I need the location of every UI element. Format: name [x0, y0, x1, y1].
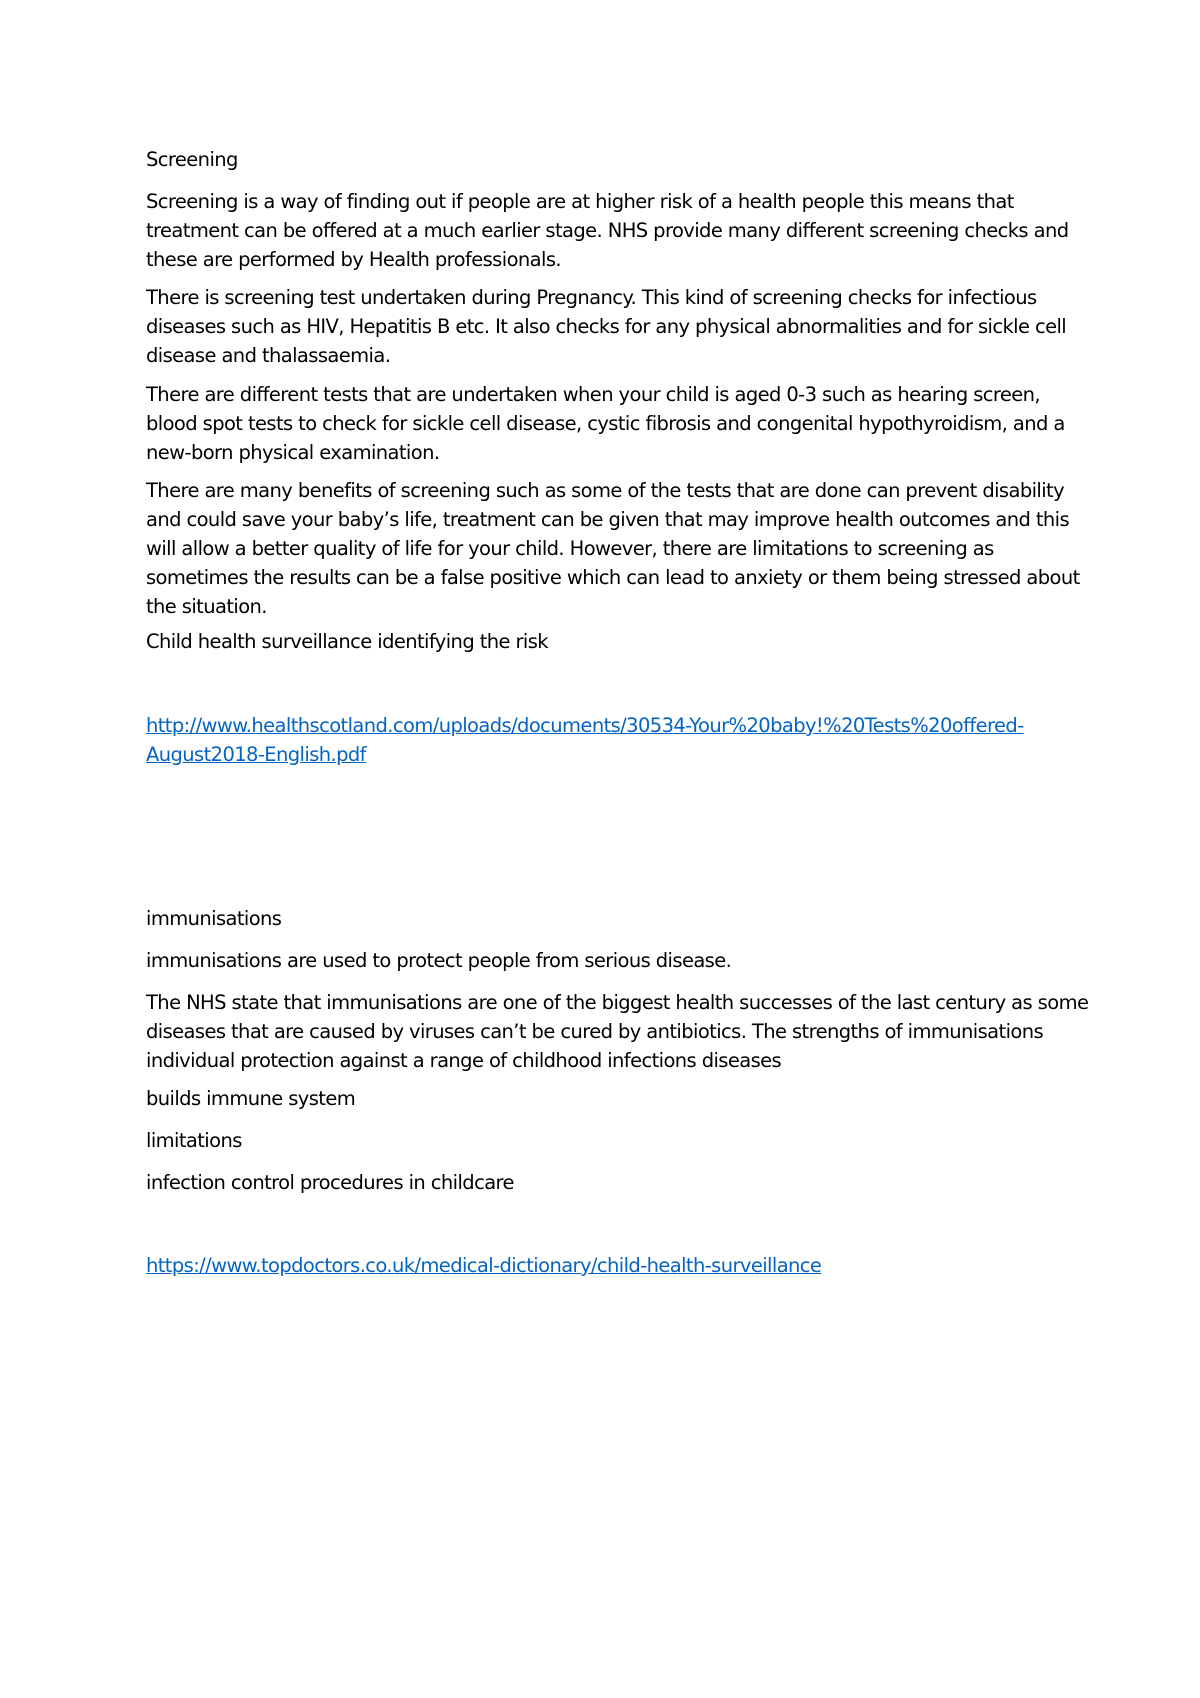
- paragraph-benefits: [146, 476, 1080, 621]
- text-line: these are performed by Health professionals.: [146, 248, 561, 271]
- text-line: diseases such as HIV, Hepatitis B etc. It also checks for any physical abnormalities and for sickle cell: [146, 315, 1067, 338]
- text-line: disease and thalassaemia.: [146, 344, 391, 367]
- text-line: blood spot tests to check for sickle cell disease, cystic fibrosis and congenital hypothyroidism, and a: [146, 412, 1065, 435]
- link-healthscotland-block: [146, 711, 1076, 769]
- text-line: individual protection against a range of childhood infections diseases: [146, 1049, 782, 1072]
- paragraph-child-tests: [146, 380, 1076, 467]
- text-line: and could save your baby’s life, treatment can be given that may improve health outcomes and this: [146, 508, 1070, 531]
- paragraph-pregnancy: [146, 283, 1076, 370]
- text-line: the situation.: [146, 595, 267, 618]
- text-limitations: limitations: [146, 1129, 242, 1152]
- text-line: The NHS state that immunisations are one of the biggest health successes of the last century as some: [146, 991, 1089, 1014]
- text-line: diseases that are caused by viruses can’t be cured by antibiotics. The strengths of immunisations: [146, 1020, 1044, 1043]
- paragraph-nhs-state: [146, 988, 1089, 1075]
- heading-immunisations: immunisations: [146, 907, 282, 930]
- text-line: There is screening test undertaken during Pregnancy. This kind of screening checks for infectious: [146, 286, 1037, 309]
- heading-child-health-surveillance: Child health surveillance identifying the risk: [146, 630, 548, 653]
- healthscotland-link[interactable]: http://www.healthscotland.com/uploads/documents/30534-Your%20baby!%20Tests%20offered-: [146, 714, 1024, 737]
- text-line: There are many benefits of screening such as some of the tests that are done can prevent disability: [146, 479, 1065, 502]
- paragraph-immunisations-intro: immunisations are used to protect people from serious disease.: [146, 949, 732, 972]
- text-line: Screening is a way of finding out if people are at higher risk of a health people this means that: [146, 190, 1014, 213]
- text-builds-immune-system: builds immune system: [146, 1087, 356, 1110]
- link-topdoctors-block: [146, 1251, 1076, 1280]
- text-line: new-born physical examination.: [146, 441, 440, 464]
- healthscotland-link-continued[interactable]: August2018-English.pdf: [146, 743, 366, 766]
- text-line: will allow a better quality of life for your child. However, there are limitations to screening as: [146, 537, 994, 560]
- heading-screening: Screening: [146, 148, 238, 171]
- text-infection-control: infection control procedures in childcare: [146, 1171, 514, 1194]
- paragraph-screening-intro: [146, 187, 1076, 274]
- topdoctors-link[interactable]: https://www.topdoctors.co.uk/medical-dictionary/child-health-surveillance: [146, 1254, 822, 1277]
- text-line: treatment can be offered at a much earlier stage. NHS provide many different screening checks and: [146, 219, 1069, 242]
- text-line: There are different tests that are undertaken when your child is aged 0-3 such as hearing screen,: [146, 383, 1041, 406]
- text-line: sometimes the results can be a false positive which can lead to anxiety or them being stressed about: [146, 566, 1080, 589]
